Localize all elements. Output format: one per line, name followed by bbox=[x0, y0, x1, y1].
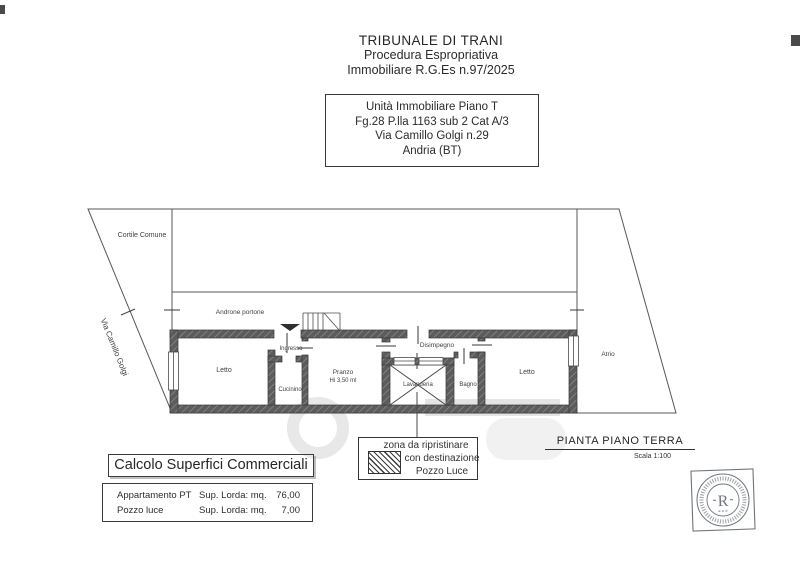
row-label: Sup. Lorda: mq. bbox=[199, 490, 267, 501]
label-letto-right: Letto bbox=[519, 369, 535, 376]
staircase bbox=[303, 313, 340, 331]
label-letto-left: Letto bbox=[216, 367, 232, 374]
drawing-title: PIANTA PIANO TERRA bbox=[545, 435, 695, 450]
label-disimpegno: Disimpegno bbox=[419, 342, 455, 349]
label-androne-portone: Androne portone bbox=[215, 309, 265, 316]
windows bbox=[169, 336, 579, 390]
unit-line-4: Andria (BT) bbox=[402, 144, 462, 157]
entrance-arrow-icon bbox=[280, 324, 300, 331]
label-atrio: Atrio bbox=[601, 351, 615, 358]
label-via-camillo-golgi: Via Camillo Golgi bbox=[98, 316, 130, 378]
row-name: Pozzo luce bbox=[117, 505, 164, 516]
table-row bbox=[103, 490, 312, 501]
drawing-scale: Scala 1:100 bbox=[634, 453, 671, 460]
unit-line-2: Fg.28 P.lla 1163 sub 2 Cat A/3 bbox=[355, 115, 509, 128]
legend-line-2: con destinazione bbox=[404, 453, 480, 464]
surfaces-table bbox=[102, 483, 313, 522]
seal-monogram: R bbox=[717, 492, 729, 511]
label-pranzo-height: Hi 3,50 ml bbox=[329, 378, 357, 384]
row-value: 76,00 bbox=[276, 490, 300, 501]
legend-box bbox=[358, 437, 478, 480]
unit-line-3: Via Camillo Golgi n.29 bbox=[375, 130, 489, 143]
scan-artifact bbox=[0, 5, 5, 14]
unit-line-1: Unità Immobiliare Piano T bbox=[365, 101, 499, 113]
row-label: Sup. Lorda: mq. bbox=[199, 505, 267, 516]
case-number-line: Immobiliare R.G.Es n.97/2025 bbox=[347, 63, 515, 77]
label-cucinino: Cucinino bbox=[278, 387, 302, 393]
row-name: Appartamento PT bbox=[117, 490, 192, 501]
label-bagno: Bagno bbox=[459, 382, 477, 388]
drawing-title-block bbox=[545, 435, 695, 460]
court-title: TRIBUNALE DI TRANI bbox=[358, 33, 504, 48]
round-seal-stamp bbox=[690, 468, 756, 532]
surfaces-title-box: Calcolo Superfici Commerciali bbox=[108, 454, 314, 477]
table-row bbox=[103, 505, 312, 516]
legend-line-3: Pozzo Luce bbox=[415, 466, 469, 477]
legend-line-1: zona da ripristinare bbox=[383, 440, 469, 451]
label-pranzo: Pranzo bbox=[332, 369, 354, 376]
row-value: 7,00 bbox=[281, 505, 300, 516]
label-lavanderia: Lavanderia bbox=[403, 382, 433, 388]
scan-artifact bbox=[791, 35, 800, 46]
procedure-line: Procedura Espropriativa bbox=[363, 48, 499, 62]
label-ingresso: Ingresso bbox=[279, 346, 303, 352]
label-cortile-comune: Cortile Comune bbox=[117, 232, 167, 239]
tick-marks bbox=[121, 309, 584, 369]
